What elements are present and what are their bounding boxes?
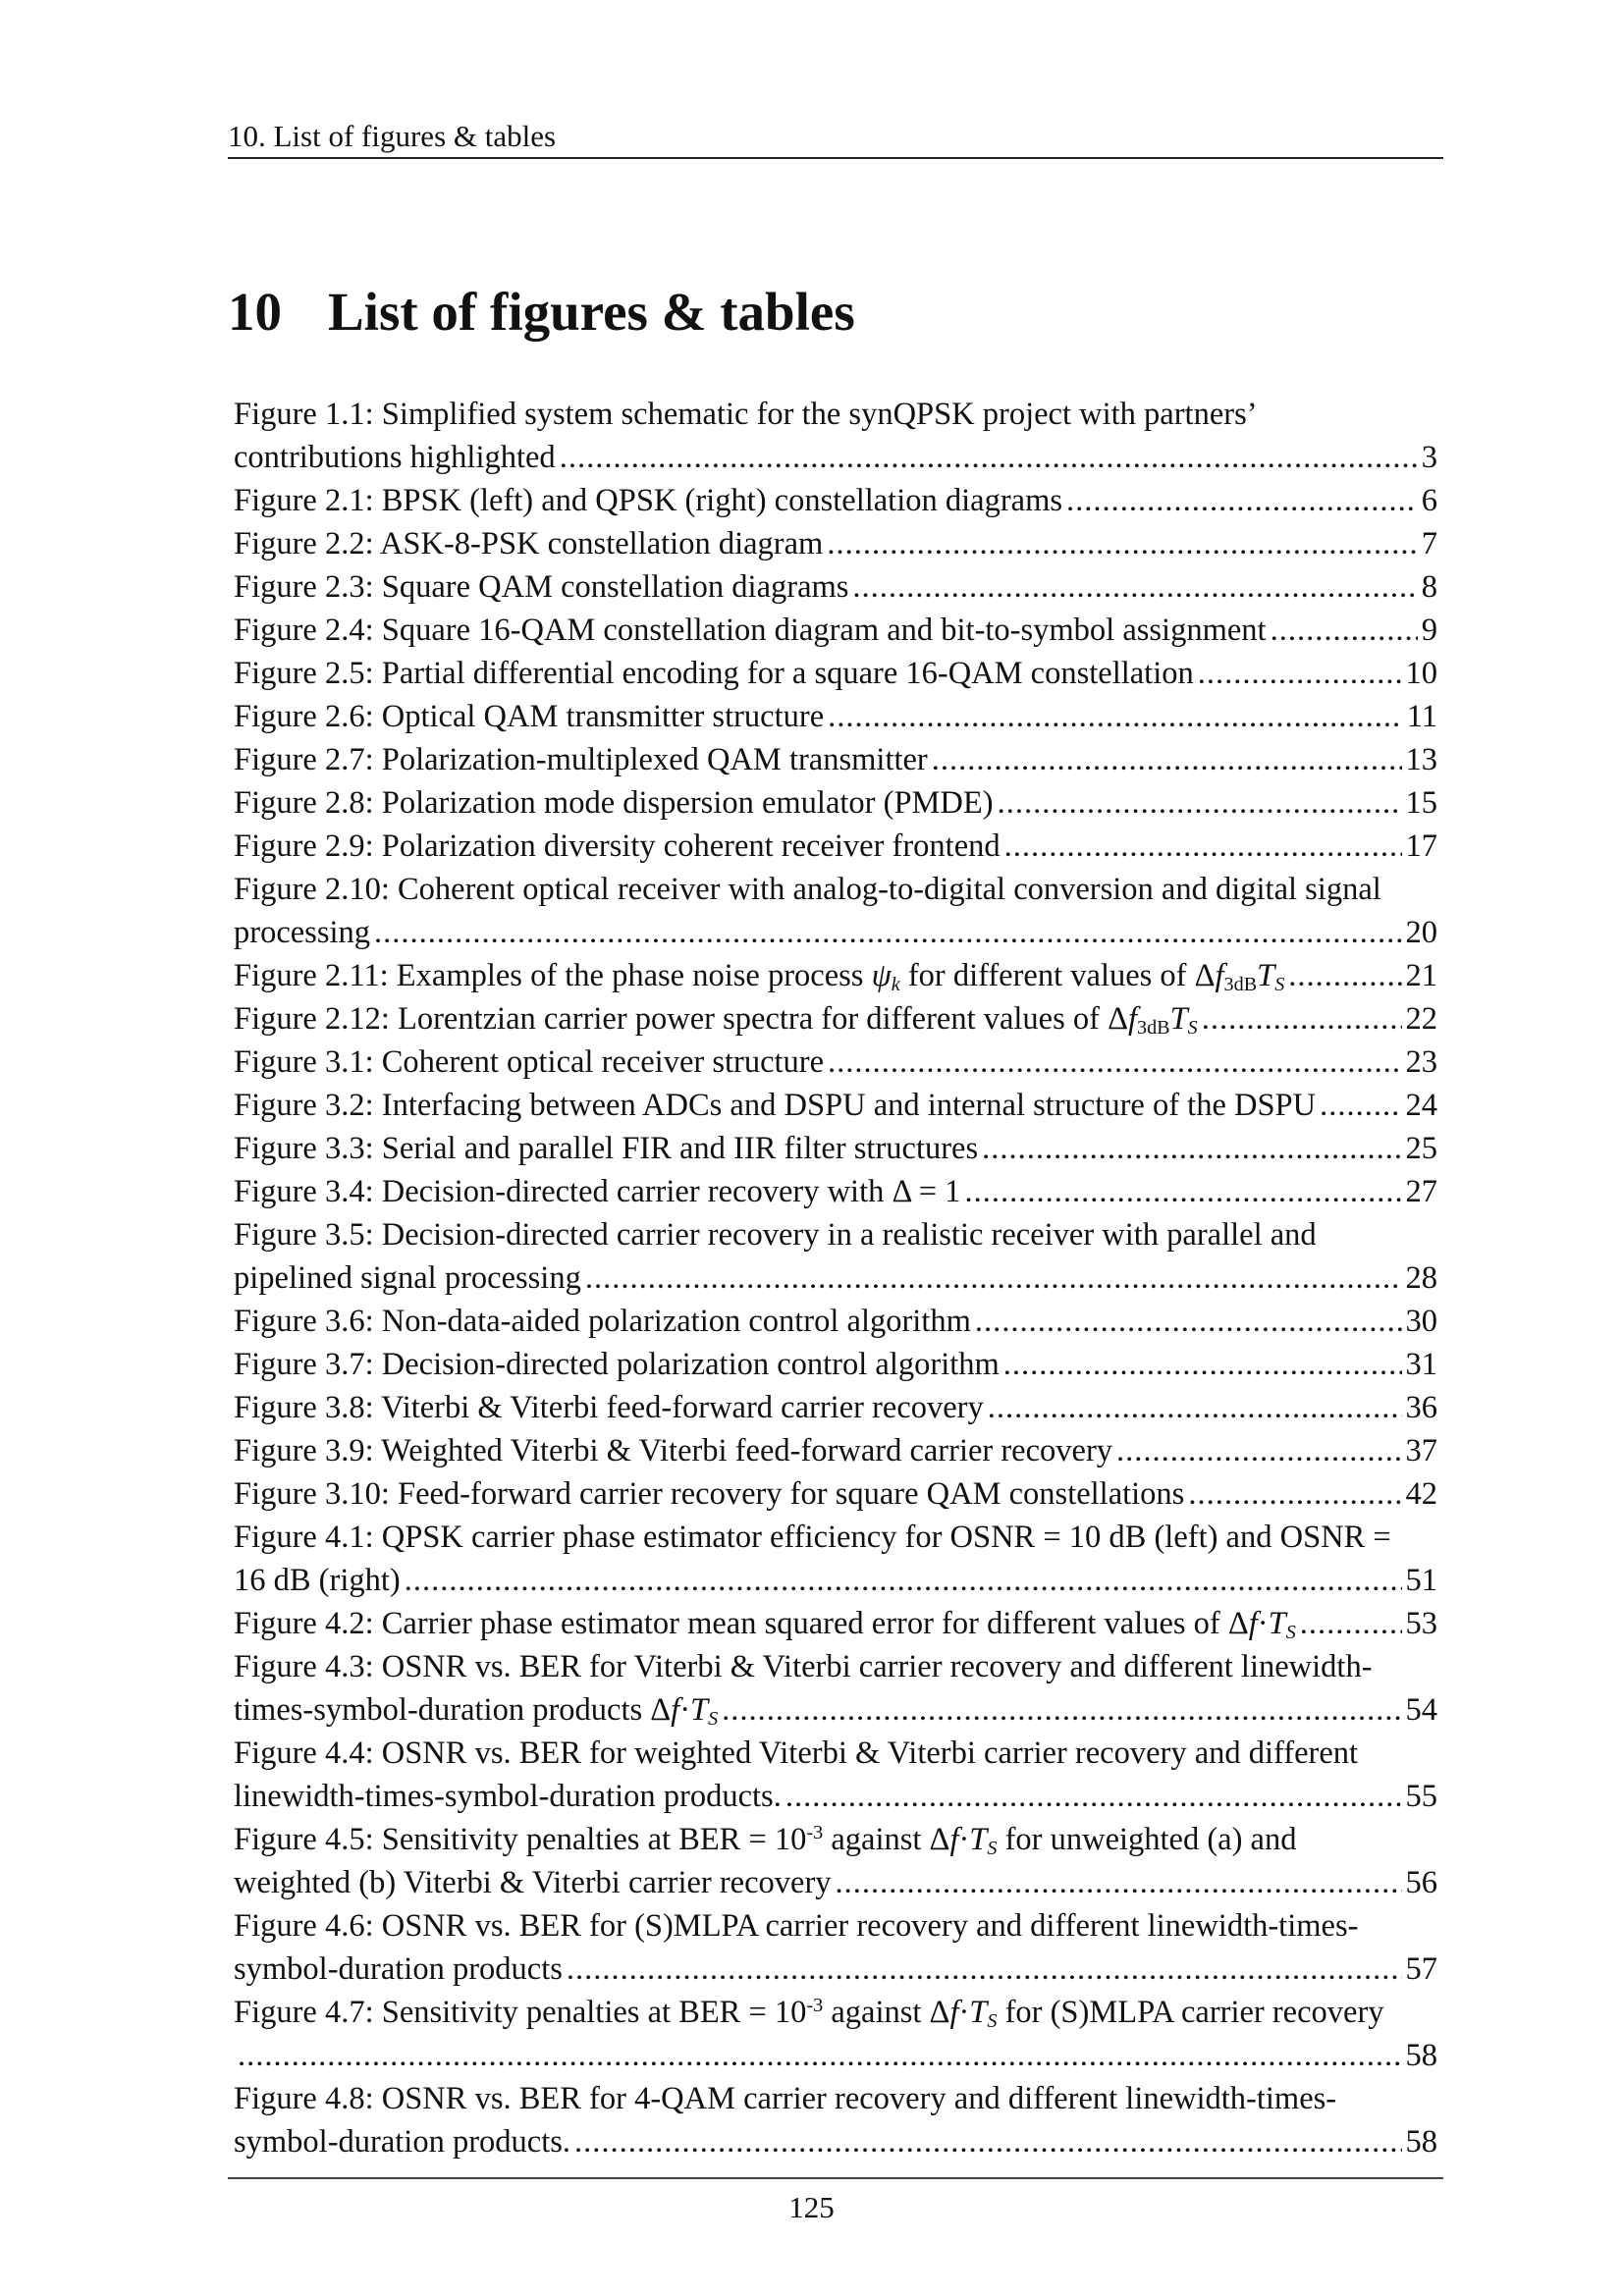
dot-leader bbox=[828, 695, 1403, 738]
entry-text: Figure 3.6: Non-data-aided polarization control algorithm bbox=[234, 1304, 971, 1339]
entry-text: 16 dB (right) bbox=[234, 1563, 401, 1598]
entry-page: 25 bbox=[1405, 1131, 1437, 1166]
entry-text: Figure 2.9: Polarization diversity coherent receiver frontend bbox=[234, 828, 1001, 864]
toc-entry-figure-4-2[interactable] bbox=[234, 1602, 1437, 1645]
entry-text: Figure 2.1: BPSK (left) and QPSK (right) constellation diagrams bbox=[234, 483, 1063, 518]
toc-entry-figure-4-6[interactable] bbox=[234, 1904, 1437, 1991]
entry-text: Figure 2.6: Optical QAM transmitter structure bbox=[234, 699, 825, 734]
dot-leader bbox=[1066, 479, 1418, 522]
toc-entry-figure-3-10[interactable] bbox=[234, 1472, 1437, 1516]
entry-page: 42 bbox=[1405, 1476, 1437, 1512]
dot-leader bbox=[1271, 609, 1418, 652]
entry-text: Figure 3.1: Coherent optical receiver structure bbox=[234, 1044, 825, 1080]
toc-entry-figure-2-10[interactable] bbox=[234, 868, 1437, 954]
entry-text: processing bbox=[234, 915, 370, 950]
dot-leader bbox=[722, 1688, 1401, 1732]
entry-page: 56 bbox=[1405, 1865, 1437, 1900]
dot-leader bbox=[585, 1256, 1402, 1300]
toc-entry-figure-4-7[interactable] bbox=[234, 1991, 1437, 2077]
entry-page: 21 bbox=[1405, 958, 1437, 993]
entry-page: 10 bbox=[1405, 656, 1437, 691]
entry-text: weighted (b) Viterbi & Viterbi carrier recovery bbox=[234, 1865, 832, 1900]
entry-page: 15 bbox=[1405, 785, 1437, 821]
entry-page: 36 bbox=[1405, 1390, 1437, 1425]
toc-entry-figure-4-3[interactable] bbox=[234, 1645, 1437, 1732]
chapter-title bbox=[228, 277, 855, 347]
dot-leader bbox=[567, 1948, 1402, 1991]
running-header: 10. List of figures & tables bbox=[228, 116, 1443, 159]
page-number: 125 bbox=[788, 2190, 835, 2224]
entry-text: Figure 3.10: Feed-forward carrier recovery for square QAM constellations bbox=[234, 1476, 1185, 1512]
entry-page: 55 bbox=[1405, 1779, 1437, 1814]
entry-text: Figure 3.2: Interfacing between ADCs and DSPU and internal structure of the DSPU bbox=[234, 1088, 1317, 1123]
entry-text: symbol-duration products bbox=[234, 1951, 563, 1987]
entry-text: Figure 3.3: Serial and parallel FIR and IIR filter structures bbox=[234, 1131, 979, 1166]
entry-text: Figure 4.2: Carrier phase estimator mean squared error for different values of $\Delta f\cdot T_S$ bbox=[234, 1606, 1296, 1644]
dot-leader bbox=[988, 1386, 1402, 1429]
entry-first-line: Figure 4.8: OSNR vs. BER for 4-QAM carrier recovery and different linewidth-times- bbox=[234, 2081, 1337, 2116]
toc-entry-figure-4-5[interactable] bbox=[234, 1818, 1437, 1904]
entry-page: 20 bbox=[1405, 915, 1437, 950]
entry-page: 17 bbox=[1405, 828, 1437, 864]
toc-entry-figure-3-1[interactable] bbox=[234, 1041, 1437, 1084]
toc-entry-figure-2-1[interactable] bbox=[234, 479, 1437, 522]
footer-rule bbox=[228, 2177, 1443, 2179]
toc-entry-figure-3-2[interactable] bbox=[234, 1084, 1437, 1127]
toc-entry-figure-2-6[interactable] bbox=[234, 695, 1437, 738]
entry-page: 30 bbox=[1405, 1304, 1437, 1339]
entry-page: 58 bbox=[1405, 2124, 1437, 2160]
toc-entry-figure-2-4[interactable] bbox=[234, 609, 1437, 652]
entry-page: 53 bbox=[1405, 1606, 1437, 1641]
entry-first-line: Figure 2.10: Coherent optical receiver with analog-to-digital conversion and digital signal bbox=[234, 872, 1381, 907]
entry-text: Figure 2.5: Partial differential encoding for a square 16-QAM constellation bbox=[234, 656, 1194, 691]
entry-text: symbol-duration products. bbox=[234, 2124, 571, 2160]
entry-page: 11 bbox=[1406, 699, 1437, 734]
toc-entry-figure-4-1[interactable] bbox=[234, 1516, 1437, 1602]
entry-text: Figure 2.3: Square QAM constellation diagrams bbox=[234, 569, 849, 605]
entry-first-line: Figure 4.3: OSNR vs. BER for Viterbi & Viterbi carrier recovery and different linewidth- bbox=[234, 1649, 1373, 1684]
toc-entry-figure-3-6[interactable] bbox=[234, 1300, 1437, 1343]
dot-leader bbox=[828, 1041, 1401, 1084]
entry-text: Figure 2.12: Lorentzian carrier power spectra for different values of $\Delta f_{3dB}T_S$ bbox=[234, 1001, 1198, 1040]
entry-text: pipelined signal processing bbox=[234, 1260, 581, 1296]
dot-leader bbox=[998, 781, 1402, 825]
toc-entry-figure-2-12[interactable] bbox=[234, 997, 1437, 1041]
entry-page: 9 bbox=[1421, 613, 1437, 648]
dot-leader bbox=[982, 1127, 1401, 1170]
dot-leader bbox=[1188, 1472, 1401, 1516]
entry-first-line: Figure 4.7: Sensitivity penalties at BER = $10^{-3}$ against $\Delta f\cdot T_S$ for (S)MLPA carrier recovery bbox=[234, 1994, 1384, 2033]
entry-page: 13 bbox=[1405, 742, 1437, 777]
entry-first-line: Figure 4.4: OSNR vs. BER for weighted Viterbi & Viterbi carrier recovery and different bbox=[234, 1735, 1359, 1771]
entry-page: 57 bbox=[1405, 1951, 1437, 1987]
entry-text: Figure 3.8: Viterbi & Viterbi feed-forward carrier recovery bbox=[234, 1390, 984, 1425]
entry-page: 37 bbox=[1405, 1433, 1437, 1468]
dot-leader bbox=[964, 1170, 1401, 1213]
entry-page: 58 bbox=[1405, 2038, 1437, 2073]
entry-text: contributions highlighted bbox=[234, 440, 556, 475]
dot-leader bbox=[785, 1775, 1402, 1818]
entry-first-line: Figure 3.5: Decision-directed carrier recovery in a realistic receiver with parallel and bbox=[234, 1217, 1317, 1253]
chapter-number: 10 bbox=[228, 282, 282, 342]
toc-entry-figure-2-5[interactable] bbox=[234, 652, 1437, 695]
entry-text: Figure 3.4: Decision-directed carrier recovery with Δ = 1 bbox=[234, 1174, 961, 1209]
entry-text: Figure 2.7: Polarization-multiplexed QAM transmitter bbox=[234, 742, 928, 777]
dot-leader bbox=[827, 522, 1417, 565]
entry-page: 3 bbox=[1421, 440, 1437, 475]
dot-leader bbox=[932, 738, 1402, 781]
entry-page: 31 bbox=[1405, 1347, 1437, 1382]
toc-entry-figure-4-8[interactable] bbox=[234, 2077, 1437, 2163]
dot-leader bbox=[405, 1559, 1402, 1602]
dot-leader bbox=[975, 1300, 1402, 1343]
entry-page: 7 bbox=[1421, 526, 1437, 561]
chapter-title-text: List of figures & tables bbox=[328, 282, 855, 342]
dot-leader bbox=[1300, 1602, 1402, 1645]
entry-page: 28 bbox=[1405, 1260, 1437, 1296]
toc-entry-figure-3-5[interactable] bbox=[234, 1213, 1437, 1300]
entry-page: 22 bbox=[1405, 1001, 1437, 1037]
toc-entry-figure-3-3[interactable] bbox=[234, 1127, 1437, 1170]
toc-entry-figure-2-9[interactable] bbox=[234, 825, 1437, 868]
entry-page: 23 bbox=[1405, 1044, 1437, 1080]
entry-page: 8 bbox=[1421, 569, 1437, 605]
dot-leader bbox=[1288, 954, 1401, 997]
entry-text: Figure 3.9: Weighted Viterbi & Viterbi feed-forward carrier recovery bbox=[234, 1433, 1113, 1468]
entry-first-line: Figure 4.5: Sensitivity penalties at BER = $10^{-3}$ against $\Delta f\cdot T_S$ for unweighted (a) and bbox=[234, 1821, 1297, 1860]
toc-entry-figure-2-2[interactable] bbox=[234, 522, 1437, 565]
entry-first-line: Figure 4.1: QPSK carrier phase estimator efficiency for OSNR = 10 dB (left) and OSNR = bbox=[234, 1520, 1391, 1555]
entry-page: 54 bbox=[1405, 1692, 1437, 1728]
toc-entry-figure-3-8[interactable] bbox=[234, 1386, 1437, 1429]
entry-first-line: Figure 1.1: Simplified system schematic for the synQPSK project with partners’ bbox=[234, 397, 1258, 432]
entry-text: Figure 2.4: Square 16-QAM constellation diagram and bit-to-symbol assignment bbox=[234, 613, 1267, 648]
dot-leader bbox=[374, 911, 1402, 954]
dot-leader bbox=[1116, 1429, 1401, 1472]
dot-leader bbox=[836, 1861, 1402, 1904]
toc-entry-figure-2-7[interactable] bbox=[234, 738, 1437, 781]
entry-text: Figure 2.11: Examples of the phase noise process $\psi_k$ for different values of $\Delta f_{3dB}T_S$ bbox=[234, 958, 1285, 996]
dot-leader bbox=[1320, 1084, 1401, 1127]
dot-leader bbox=[1198, 652, 1402, 695]
dot-leader bbox=[1004, 825, 1402, 868]
toc-entry-figure-4-4[interactable] bbox=[234, 1732, 1437, 1818]
entry-page: 24 bbox=[1405, 1088, 1437, 1123]
entry-text: times-symbol-duration products $\Delta f\cdot T_S$ bbox=[234, 1692, 719, 1731]
entry-text: Figure 3.7: Decision-directed polarization control algorithm bbox=[234, 1347, 1000, 1382]
dot-leader bbox=[852, 565, 1417, 609]
dot-leader bbox=[574, 2120, 1401, 2163]
list-of-figures bbox=[234, 393, 1437, 2163]
entry-page: 51 bbox=[1405, 1563, 1437, 1598]
entry-page: 27 bbox=[1405, 1174, 1437, 1209]
entry-first-line: Figure 4.6: OSNR vs. BER for (S)MLPA carrier recovery and different linewidth-times- bbox=[234, 1908, 1359, 1944]
toc-entry-figure-2-11[interactable] bbox=[234, 954, 1437, 997]
dot-leader bbox=[560, 436, 1418, 479]
entry-text: Figure 2.8: Polarization mode dispersion emulator (PMDE) bbox=[234, 785, 994, 821]
entry-text: linewidth-times-symbol-duration products. bbox=[234, 1779, 782, 1814]
toc-entry-figure-2-3[interactable] bbox=[234, 565, 1437, 609]
dot-leader bbox=[1003, 1343, 1402, 1386]
toc-entry-figure-3-4[interactable] bbox=[234, 1170, 1437, 1213]
dot-leader bbox=[1202, 997, 1402, 1041]
toc-entry-figure-3-7[interactable] bbox=[234, 1343, 1437, 1386]
toc-entry-figure-2-8[interactable] bbox=[234, 781, 1437, 825]
toc-entry-figure-1-1[interactable] bbox=[234, 393, 1437, 479]
dot-leader bbox=[238, 2034, 1402, 2077]
entry-page: 6 bbox=[1421, 483, 1437, 518]
toc-entry-figure-3-9[interactable] bbox=[234, 1429, 1437, 1472]
entry-text: Figure 2.2: ASK-8-PSK constellation diagram bbox=[234, 526, 824, 561]
